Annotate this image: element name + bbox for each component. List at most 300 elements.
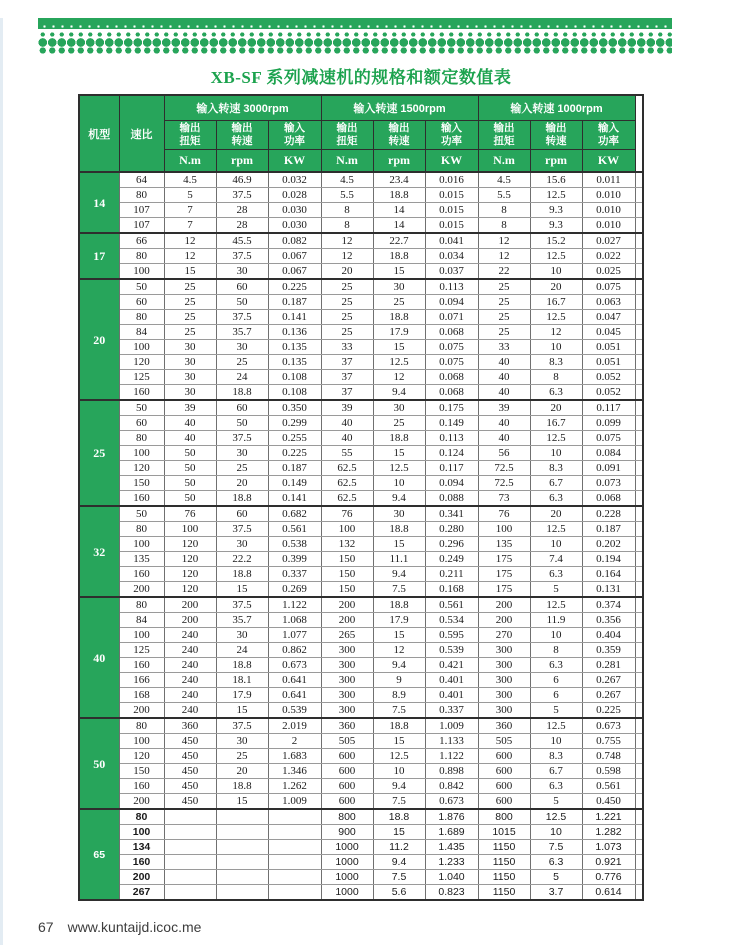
value-cell: 0.598: [582, 764, 635, 779]
value-cell: 0.047: [582, 310, 635, 325]
table-row: [79, 658, 643, 673]
value-cell: 33: [478, 340, 530, 355]
column-header-output-speed: 输出 转速: [216, 121, 268, 150]
value-cell: 0.068: [425, 370, 478, 385]
ratio-cell: 100: [119, 628, 164, 643]
table-row: [79, 400, 643, 416]
value-cell: 30: [164, 385, 216, 401]
value-cell: 200: [164, 597, 216, 613]
group-header-1000rpm: 输入转速 1000rpm: [478, 95, 635, 121]
value-cell: 62.5: [321, 476, 373, 491]
spacer-cell: [635, 476, 643, 491]
table-row: [79, 718, 643, 734]
table-row: [79, 233, 643, 249]
value-cell: 12.5: [530, 522, 582, 537]
ratio-cell: 66: [119, 233, 164, 249]
value-cell: 0.082: [268, 233, 321, 249]
value-cell: 6.7: [530, 764, 582, 779]
value-cell: 0.025: [582, 264, 635, 280]
spacer-cell: [635, 779, 643, 794]
ratio-cell: 100: [119, 825, 164, 840]
spacer-cell: [635, 203, 643, 218]
value-cell: 0.225: [268, 446, 321, 461]
value-cell: 40: [321, 416, 373, 431]
value-cell: [164, 870, 216, 885]
ratio-cell: 64: [119, 172, 164, 188]
value-cell: 0.149: [425, 416, 478, 431]
value-cell: 1015: [478, 825, 530, 840]
value-cell: 0.141: [268, 491, 321, 507]
value-cell: 300: [478, 688, 530, 703]
value-cell: 33: [321, 340, 373, 355]
column-header-input-power: 输入 功率: [268, 121, 321, 150]
value-cell: 0.175: [425, 400, 478, 416]
ratio-cell: 107: [119, 218, 164, 234]
value-cell: 30: [216, 734, 268, 749]
value-cell: 6.3: [530, 491, 582, 507]
table-row: [79, 310, 643, 325]
spacer-cell: [635, 855, 643, 870]
value-cell: 50: [164, 446, 216, 461]
column-header-output-torque: 输出 扭矩: [321, 121, 373, 150]
value-cell: 300: [478, 658, 530, 673]
value-cell: 8: [530, 643, 582, 658]
value-cell: 6.3: [530, 567, 582, 582]
value-cell: 37.5: [216, 597, 268, 613]
value-cell: 0.168: [425, 582, 478, 598]
value-cell: 0.068: [582, 491, 635, 507]
value-cell: 5: [530, 794, 582, 810]
value-cell: 30: [164, 370, 216, 385]
spacer-cell: [635, 522, 643, 537]
value-cell: 11.2: [373, 840, 425, 855]
value-cell: 25: [216, 749, 268, 764]
ratio-cell: 100: [119, 537, 164, 552]
value-cell: 0.673: [268, 658, 321, 673]
value-cell: 18.8: [373, 809, 425, 825]
value-cell: 1.009: [268, 794, 321, 810]
value-cell: 2.019: [268, 718, 321, 734]
value-cell: 18.8: [373, 522, 425, 537]
value-cell: 1.133: [425, 734, 478, 749]
value-cell: 600: [478, 779, 530, 794]
value-cell: 40: [164, 431, 216, 446]
value-cell: 12: [373, 643, 425, 658]
spacer-cell: [635, 491, 643, 507]
value-cell: 20: [216, 476, 268, 491]
value-cell: 0.337: [268, 567, 321, 582]
value-cell: 9.4: [373, 491, 425, 507]
value-cell: 1.876: [425, 809, 478, 825]
value-cell: 18.8: [373, 188, 425, 203]
table-row: [79, 446, 643, 461]
ratio-cell: 134: [119, 840, 164, 855]
value-cell: 270: [478, 628, 530, 643]
value-cell: 300: [478, 703, 530, 719]
value-cell: [268, 885, 321, 901]
value-cell: 300: [321, 688, 373, 703]
spacer-cell: [635, 718, 643, 734]
value-cell: 39: [321, 400, 373, 416]
table-row: [79, 855, 643, 870]
value-cell: 100: [164, 522, 216, 537]
value-cell: 7.5: [373, 703, 425, 719]
spacer-cell: [635, 355, 643, 370]
value-cell: 39: [164, 400, 216, 416]
table-row: [79, 628, 643, 643]
value-cell: 37.5: [216, 249, 268, 264]
ratio-cell: 160: [119, 491, 164, 507]
value-cell: 17.9: [216, 688, 268, 703]
value-cell: 0.842: [425, 779, 478, 794]
value-cell: 0.084: [582, 446, 635, 461]
value-cell: 300: [321, 673, 373, 688]
value-cell: 0.755: [582, 734, 635, 749]
value-cell: 28: [216, 218, 268, 234]
value-cell: 0.136: [268, 325, 321, 340]
table-row: [79, 809, 643, 825]
spacer-cell: [635, 340, 643, 355]
value-cell: 132: [321, 537, 373, 552]
value-cell: 11.1: [373, 552, 425, 567]
table-row: [79, 779, 643, 794]
value-cell: 0.063: [582, 295, 635, 310]
value-cell: 0.404: [582, 628, 635, 643]
table-row: [79, 673, 643, 688]
table-row: [79, 613, 643, 628]
value-cell: 200: [478, 597, 530, 613]
value-cell: 20: [321, 264, 373, 280]
value-cell: 0.267: [582, 688, 635, 703]
model-cell: 25: [79, 400, 119, 506]
value-cell: 0.267: [582, 673, 635, 688]
spacer-cell: [635, 688, 643, 703]
band-dots-row-small: [38, 31, 672, 38]
value-cell: 9.4: [373, 567, 425, 582]
value-cell: 24: [216, 643, 268, 658]
value-cell: 7.5: [373, 582, 425, 598]
value-cell: [268, 855, 321, 870]
band-solid-bar: [38, 18, 672, 29]
value-cell: 10: [373, 476, 425, 491]
value-cell: 0.682: [268, 506, 321, 522]
value-cell: 8.9: [373, 688, 425, 703]
value-cell: 18.8: [373, 431, 425, 446]
value-cell: 30: [373, 400, 425, 416]
value-cell: 12: [164, 249, 216, 264]
value-cell: 12: [373, 370, 425, 385]
value-cell: 1.009: [425, 718, 478, 734]
value-cell: 0.359: [582, 643, 635, 658]
value-cell: 10: [373, 764, 425, 779]
ratio-cell: 160: [119, 567, 164, 582]
unit-header-rpm: rpm: [373, 150, 425, 173]
value-cell: 18.8: [373, 310, 425, 325]
ratio-cell: 80: [119, 718, 164, 734]
value-cell: 5: [530, 703, 582, 719]
value-cell: 62.5: [321, 491, 373, 507]
value-cell: 0.032: [268, 172, 321, 188]
value-cell: 1000: [321, 840, 373, 855]
value-cell: 175: [478, 567, 530, 582]
spacer-cell: [635, 295, 643, 310]
spacer-cell: [635, 613, 643, 628]
value-cell: 40: [478, 385, 530, 401]
value-cell: 0.068: [425, 385, 478, 401]
value-cell: 72.5: [478, 461, 530, 476]
value-cell: 450: [164, 749, 216, 764]
value-cell: 56: [478, 446, 530, 461]
value-cell: 15: [373, 537, 425, 552]
ratio-cell: 80: [119, 310, 164, 325]
value-cell: 12.5: [373, 461, 425, 476]
value-cell: 37: [321, 370, 373, 385]
ratio-cell: 50: [119, 506, 164, 522]
ratio-cell: 120: [119, 355, 164, 370]
value-cell: 150: [321, 582, 373, 598]
value-cell: [216, 885, 268, 901]
ratio-cell: 160: [119, 658, 164, 673]
value-cell: 0.539: [425, 643, 478, 658]
value-cell: 30: [216, 446, 268, 461]
value-cell: 25: [478, 295, 530, 310]
value-cell: 1.346: [268, 764, 321, 779]
ratio-cell: 125: [119, 643, 164, 658]
value-cell: 0.045: [582, 325, 635, 340]
value-cell: 37: [321, 385, 373, 401]
value-cell: 60: [216, 506, 268, 522]
value-cell: 120: [164, 552, 216, 567]
value-cell: 0.149: [268, 476, 321, 491]
value-cell: 0.249: [425, 552, 478, 567]
value-cell: 7.5: [373, 870, 425, 885]
value-cell: 1.262: [268, 779, 321, 794]
value-cell: 22: [478, 264, 530, 280]
value-cell: 300: [478, 643, 530, 658]
value-cell: 25: [164, 325, 216, 340]
value-cell: 150: [321, 552, 373, 567]
value-cell: 10: [530, 825, 582, 840]
value-cell: 10: [530, 340, 582, 355]
value-cell: 0.898: [425, 764, 478, 779]
value-cell: 600: [478, 794, 530, 810]
value-cell: 37.5: [216, 718, 268, 734]
value-cell: [164, 825, 216, 840]
value-cell: 240: [164, 643, 216, 658]
unit-header-nm: N.m: [321, 150, 373, 173]
decorative-halftone-band: [38, 18, 672, 54]
table-row: [79, 885, 643, 901]
ratio-cell: 100: [119, 734, 164, 749]
value-cell: 20: [530, 279, 582, 295]
value-cell: 12.5: [530, 188, 582, 203]
spacer-header-cell: [635, 95, 643, 172]
value-cell: 25: [216, 461, 268, 476]
value-cell: 10: [530, 264, 582, 280]
value-cell: 16.7: [530, 416, 582, 431]
value-cell: 0.030: [268, 218, 321, 234]
value-cell: 1.073: [582, 840, 635, 855]
value-cell: 450: [164, 779, 216, 794]
spacer-cell: [635, 537, 643, 552]
value-cell: 12: [321, 249, 373, 264]
value-cell: [216, 855, 268, 870]
value-cell: 45.5: [216, 233, 268, 249]
value-cell: 0.202: [582, 537, 635, 552]
ratio-cell: 150: [119, 476, 164, 491]
ratio-cell: 150: [119, 764, 164, 779]
value-cell: 6: [530, 688, 582, 703]
value-cell: 60: [216, 400, 268, 416]
ratio-cell: 80: [119, 597, 164, 613]
value-cell: 6.3: [530, 385, 582, 401]
value-cell: 6.3: [530, 658, 582, 673]
value-cell: 6.3: [530, 779, 582, 794]
value-cell: 5.5: [321, 188, 373, 203]
value-cell: 0.117: [425, 461, 478, 476]
value-cell: 0.673: [582, 718, 635, 734]
value-cell: 0.823: [425, 885, 478, 901]
value-cell: 175: [478, 582, 530, 598]
value-cell: 800: [478, 809, 530, 825]
value-cell: 0.187: [268, 295, 321, 310]
table-row: [79, 506, 643, 522]
table-row: [79, 688, 643, 703]
value-cell: 0.337: [425, 703, 478, 719]
value-cell: 0.269: [268, 582, 321, 598]
value-cell: 30: [216, 264, 268, 280]
value-cell: 175: [478, 552, 530, 567]
value-cell: 0.141: [268, 310, 321, 325]
value-cell: 135: [478, 537, 530, 552]
value-cell: 0.356: [582, 613, 635, 628]
value-cell: 17.9: [373, 613, 425, 628]
table-row: [79, 567, 643, 582]
value-cell: 1.040: [425, 870, 478, 885]
table-row: [79, 279, 643, 295]
ratio-cell: 200: [119, 582, 164, 598]
value-cell: 0.921: [582, 855, 635, 870]
unit-header-kw: KW: [268, 150, 321, 173]
value-cell: 30: [216, 628, 268, 643]
value-cell: 1000: [321, 885, 373, 901]
value-cell: 0.748: [582, 749, 635, 764]
value-cell: 9.3: [530, 203, 582, 218]
value-cell: [216, 870, 268, 885]
ratio-cell: 200: [119, 870, 164, 885]
value-cell: 40: [321, 431, 373, 446]
ratio-cell: 84: [119, 325, 164, 340]
unit-header-kw: KW: [582, 150, 635, 173]
value-cell: 300: [321, 643, 373, 658]
spacer-cell: [635, 325, 643, 340]
value-cell: 0.094: [425, 295, 478, 310]
value-cell: 18.8: [216, 658, 268, 673]
value-cell: 120: [164, 582, 216, 598]
value-cell: 0.051: [582, 340, 635, 355]
value-cell: 7.5: [530, 840, 582, 855]
table-row: [79, 582, 643, 598]
value-cell: 12.5: [530, 597, 582, 613]
table-row: [79, 597, 643, 613]
group-header-3000rpm: 输入转速 3000rpm: [164, 95, 321, 121]
table-row: [79, 355, 643, 370]
value-cell: 1150: [478, 870, 530, 885]
value-cell: 240: [164, 628, 216, 643]
value-cell: 50: [216, 295, 268, 310]
spacer-cell: [635, 233, 643, 249]
value-cell: 0.091: [582, 461, 635, 476]
value-cell: 0.641: [268, 673, 321, 688]
value-cell: [216, 825, 268, 840]
value-cell: 30: [373, 506, 425, 522]
value-cell: 600: [321, 749, 373, 764]
value-cell: 0.374: [582, 597, 635, 613]
value-cell: 1.689: [425, 825, 478, 840]
ratio-cell: 135: [119, 552, 164, 567]
value-cell: 40: [478, 416, 530, 431]
spacer-cell: [635, 870, 643, 885]
value-cell: 1.122: [425, 749, 478, 764]
column-header-input-power: 输入 功率: [582, 121, 635, 150]
spacer-cell: [635, 628, 643, 643]
value-cell: 40: [478, 431, 530, 446]
value-cell: 0.225: [268, 279, 321, 295]
value-cell: 55: [321, 446, 373, 461]
table-row: [79, 218, 643, 234]
value-cell: 0.561: [582, 779, 635, 794]
value-cell: 1.068: [268, 613, 321, 628]
table-row: [79, 522, 643, 537]
header-row-groups: [79, 95, 643, 121]
value-cell: 0.108: [268, 370, 321, 385]
value-cell: 30: [373, 279, 425, 295]
ratio-cell: 80: [119, 522, 164, 537]
website-url[interactable]: www.kuntaijd.icoc.me: [67, 919, 202, 935]
value-cell: 0.052: [582, 385, 635, 401]
ratio-cell: 200: [119, 703, 164, 719]
value-cell: 8: [530, 370, 582, 385]
value-cell: 0.776: [582, 870, 635, 885]
value-cell: 5: [530, 870, 582, 885]
ratio-cell: 80: [119, 431, 164, 446]
spacer-cell: [635, 552, 643, 567]
ratio-cell: 160: [119, 385, 164, 401]
value-cell: 0.028: [268, 188, 321, 203]
table-row: [79, 249, 643, 264]
value-cell: 73: [478, 491, 530, 507]
ratio-cell: 107: [119, 203, 164, 218]
value-cell: [268, 840, 321, 855]
value-cell: 12.5: [530, 809, 582, 825]
value-cell: 0.131: [582, 582, 635, 598]
value-cell: 450: [164, 734, 216, 749]
value-cell: 0.538: [268, 537, 321, 552]
value-cell: 25: [478, 310, 530, 325]
table-row: [79, 476, 643, 491]
value-cell: 17.9: [373, 325, 425, 340]
value-cell: 0.187: [582, 522, 635, 537]
value-cell: 450: [164, 764, 216, 779]
value-cell: 0.350: [268, 400, 321, 416]
ratio-cell: 50: [119, 400, 164, 416]
spacer-cell: [635, 188, 643, 203]
value-cell: 12: [478, 233, 530, 249]
table-row: [79, 325, 643, 340]
value-cell: 7.4: [530, 552, 582, 567]
value-cell: 0.113: [425, 431, 478, 446]
value-cell: 0.051: [582, 355, 635, 370]
